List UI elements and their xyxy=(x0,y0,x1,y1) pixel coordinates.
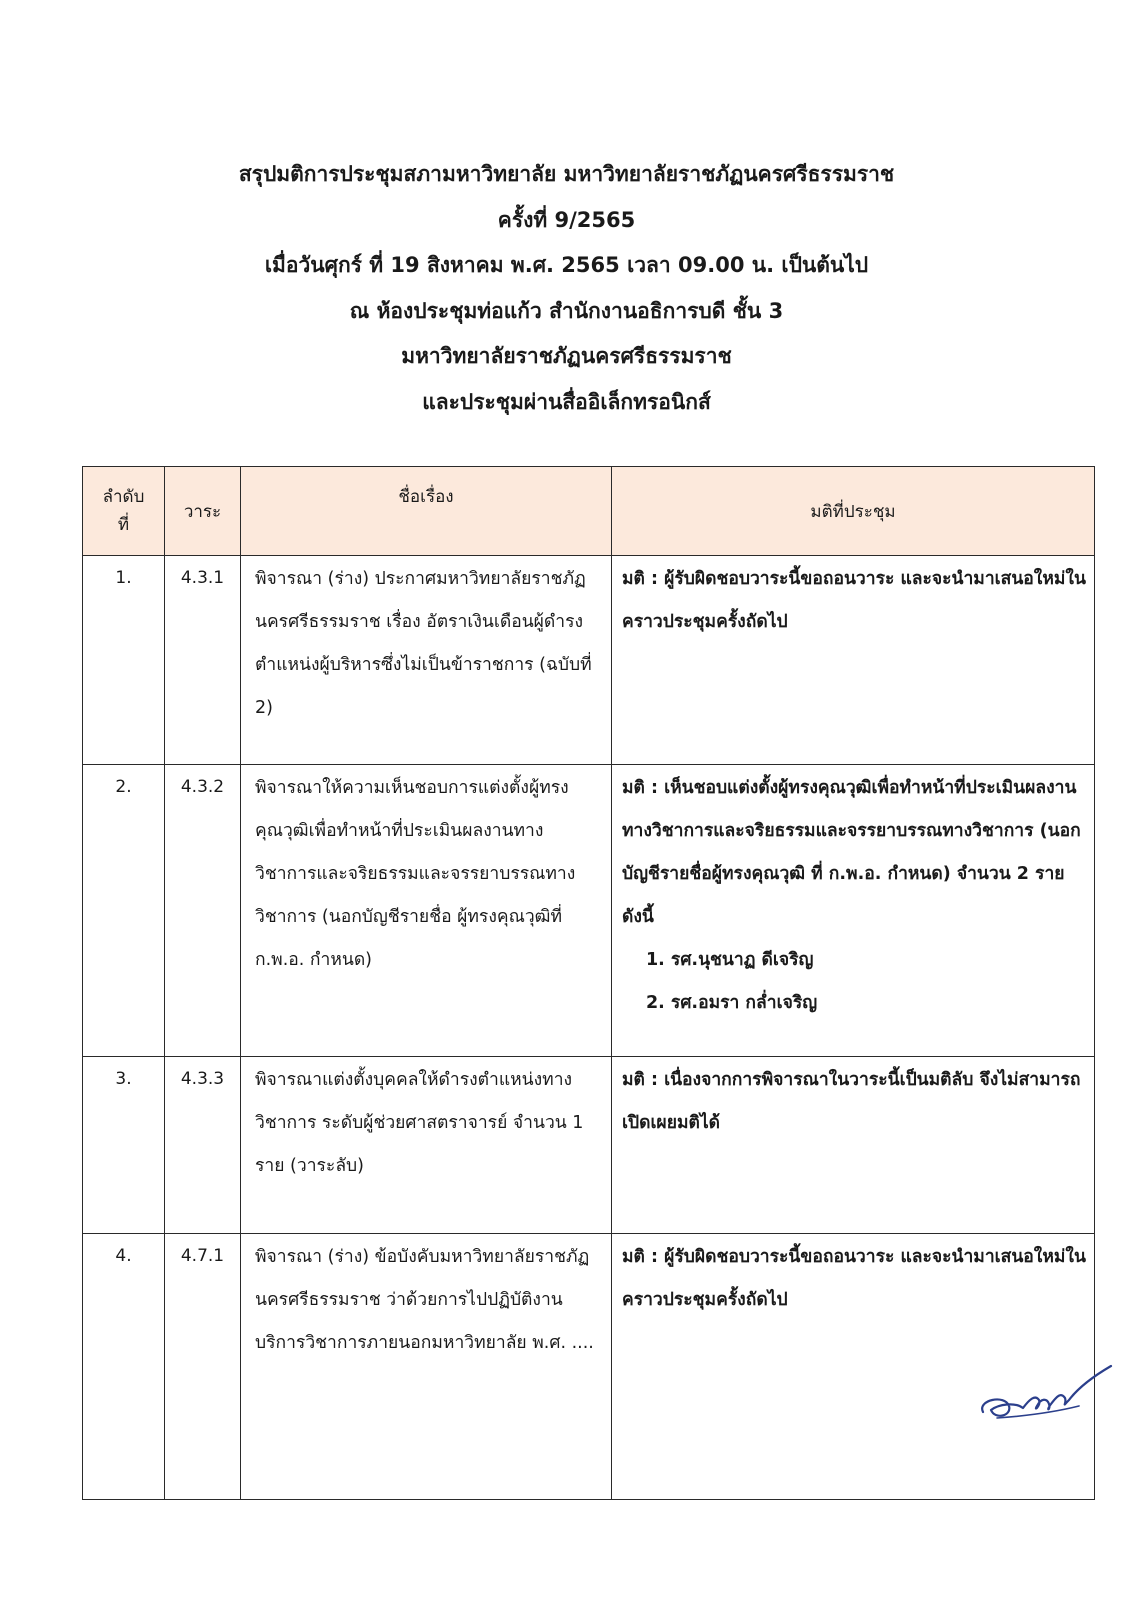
row-agenda: 4.7.1 xyxy=(165,1234,241,1500)
table-row xyxy=(83,1057,1095,1234)
table-row xyxy=(83,556,1095,765)
column-header-order xyxy=(83,467,165,556)
row-agenda: 4.3.3 xyxy=(165,1057,241,1234)
row-resolution xyxy=(612,765,1095,1057)
row-number: 3. xyxy=(83,1057,165,1234)
resolution-text: มติ : เห็นชอบแต่งตั้งผู้ทรงคุณวุฒิเพื่อทำหน้าที่ประเมินผลงานทางวิชาการและจริยธรรมและจรรยาบรรณทางวิชาการ (นอกบัญชีรายชื่อผู้ทรงคุณวุฒิ ที่ ก.พ.อ. กำหนด) จำนวน 2 ราย ดังนี้ xyxy=(622,778,1081,927)
row-number: 1. xyxy=(83,556,165,765)
signature-stroke xyxy=(982,1366,1111,1416)
document-title: สรุปมติการประชุมสภามหาวิทยาลัย มหาวิทยาลัยราชภัฏนครศรีธรรมราช xyxy=(238,162,895,186)
row-number: 2. xyxy=(83,765,165,1057)
appointee-item: 1. รศ.นุชนาฏ ดีเจริญ xyxy=(646,950,814,970)
meeting-number: ครั้งที่ 9/2565 xyxy=(497,207,636,232)
resolution-text: มติ : ผู้รับผิดชอบวาระนี้ขอถอนวาระ และจะนำมาเสนอใหม่ในคราวประชุมครั้งถัดไป xyxy=(622,569,1086,632)
column-header-resolution: มติที่ประชุม xyxy=(612,467,1095,556)
row-title: พิจารณา (ร่าง) ข้อบังคับมหาวิทยาลัยราชภัฏนครศรีธรรมราช ว่าด้วยการไปปฏิบัติงานบริการวิชาการภายนอกมหาวิทยาลัย พ.ศ. .... xyxy=(241,1234,612,1500)
appointee-item: 2. รศ.อมรา กล่ำเจริญ xyxy=(646,993,818,1013)
row-agenda: 4.3.1 xyxy=(165,556,241,765)
row-number: 4. xyxy=(83,1234,165,1500)
row-resolution xyxy=(612,1057,1095,1234)
column-header-order-line2: ที่ xyxy=(117,515,130,535)
column-header-agenda: วาระ xyxy=(165,467,241,556)
column-header-order-line1: ลำดับ xyxy=(102,487,145,507)
university-name: มหาวิทยาลัยราชภัฏนครศรีธรรมราช xyxy=(401,344,732,368)
row-agenda: 4.3.2 xyxy=(165,765,241,1057)
row-resolution xyxy=(612,556,1095,765)
meeting-room: ณ ห้องประชุมท่อแก้ว สำนักงานอธิการบดี ชั้น 3 xyxy=(349,298,784,323)
table-row xyxy=(83,765,1095,1057)
resolution-text: มติ : เนื่องจากการพิจารณาในวาระนี้เป็นมติลับ จึงไม่สามารถเปิดเผยมติได้ xyxy=(622,1070,1081,1133)
row-title: พิจารณา (ร่าง) ประกาศมหาวิทยาลัยราชภัฏนครศรีธรรมราช เรื่อง อัตราเงินเดือนผู้ดำรงตำแหน่งผู้บริหารซึ่งไม่เป็นข้าราชการ (ฉบับที่ 2) xyxy=(241,556,612,765)
document-header xyxy=(0,152,1133,425)
row-title: พิจารณาแต่งตั้งบุคคลให้ดำรงตำแหน่งทางวิชาการ ระดับผู้ช่วยศาสตราจารย์ จำนวน 1 ราย (วาระลับ) xyxy=(241,1057,612,1234)
table-row xyxy=(83,1234,1095,1500)
column-header-title: ชื่อเรื่อง xyxy=(241,467,612,556)
meeting-mode: และประชุมผ่านสื่ออิเล็กทรอนิกส์ xyxy=(422,389,711,414)
table-header-row xyxy=(83,467,1095,556)
resolution-text: มติ : ผู้รับผิดชอบวาระนี้ขอถอนวาระ และจะนำมาเสนอใหม่ในคราวประชุมครั้งถัดไป xyxy=(622,1247,1086,1310)
meeting-date: เมื่อวันศุกร์ ที่ 19 สิงหาคม พ.ศ. 2565 เวลา 09.00 น. เป็นต้นไป xyxy=(264,253,869,277)
signature-mark xyxy=(975,1360,1115,1430)
resolutions-table xyxy=(82,466,1095,1500)
row-title: พิจารณาให้ความเห็นชอบการแต่งตั้งผู้ทรงคุณวุฒิเพื่อทำหน้าที่ประเมินผลงานทางวิชาการและจริยธรรมและจรรยาบรรณทางวิชาการ (นอกบัญชีรายชื่อ ผู้ทรงคุณวุฒิที่ ก.พ.อ. กำหนด) xyxy=(241,765,612,1057)
